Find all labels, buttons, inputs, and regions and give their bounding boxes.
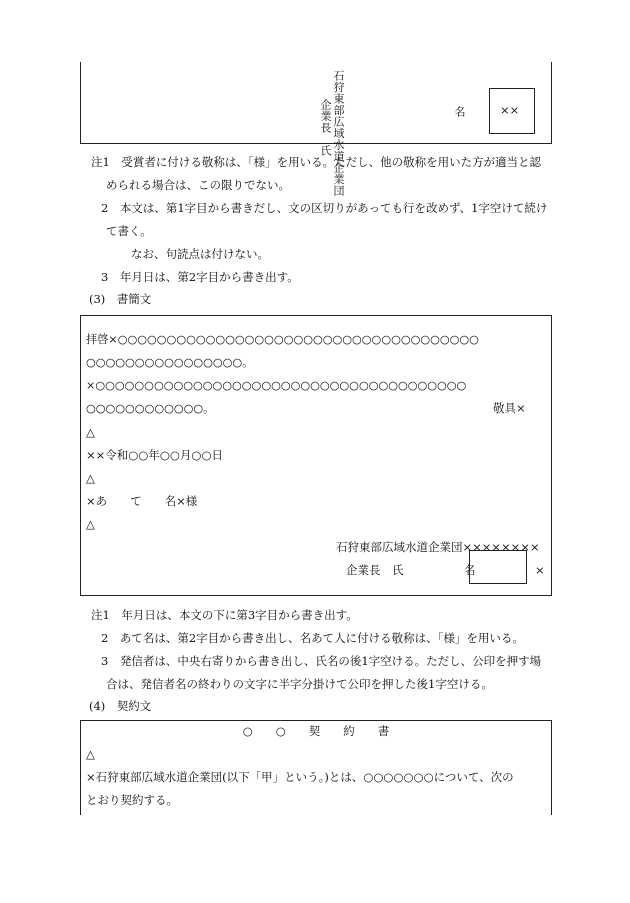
note2-line1: 注1 年月日は、本文の下に第3字目から書き出す。 [91,608,358,622]
letter-sender-org: 石狩東部広域水道企業団×××××××× [336,540,540,554]
note1-line4: て書く。 [106,224,152,238]
letter-sender-name: 名 [464,563,476,577]
letter-line3: ×○○○○○○○○○○○○○○○○○○○○○○○○○○○○○○○○○○○○○○ [86,379,467,392]
letter-date: ××令和○○年○○月○○日 [86,448,223,462]
top-title-vertical: 企業長 氏 [319,99,332,157]
contract-line2: とおり契約する。 [86,793,178,807]
contract-triangle: △ [86,747,95,761]
letter-sender-tail: × [535,563,545,577]
top-seal-mark: ×× [500,103,520,117]
contract-title: ○ ○ 契 約 書 [242,724,390,738]
top-name-vertical: 名 [453,106,466,118]
note2-line3: 3 発信者は、中央右寄りから書き出し、氏名の後1字空ける。ただし、公印を押す場 [101,654,542,668]
note2-line4: 合は、発信者名の終わりの文字に半字分掛けて公印を押した後1字空ける。 [106,677,493,691]
note1-line6: 3 年月日は、第2字目から書き出す。 [101,270,299,284]
note1-line3: 2 本文は、第1字目から書きだし、文の区切りがあっても行を改めず、1字空けて続け [101,201,548,215]
section4-heading: (4) 契約文 [89,699,152,713]
note1-line2: められる場合は、この限りでない。 [106,178,290,192]
letter-triangle-3: △ [86,517,95,531]
letter-seal-box [469,550,527,584]
letter-triangle-2: △ [86,471,95,485]
letter-line2: ○○○○○○○○○○○○○○○○。 [86,356,254,369]
letter-addressee: ×あ て 名×様 [86,494,198,508]
contract-line1: ×石狩東部広域水道企業団(以下「甲」という。)とは、○○○○○○○について、次の [86,770,514,784]
note1-line5: なお、句読点は付けない。 [131,247,269,261]
letter-sender-title: 企業長 氏 [346,563,404,577]
letter-closing: 敬具× [493,401,526,415]
note2-line2: 2 あて名は、第2字目から書き出し、名あて人に付ける敬称は、「様」を用いる。 [101,631,524,645]
top-org-vertical: 石狩東部広域水道企業団 [332,70,345,197]
letter-triangle-1: △ [86,425,95,439]
letter-line1: 拝啓×○○○○○○○○○○○○○○○○○○○○○○○○○○○○○○○○○○○○○ [86,333,479,346]
note1-line1: 注1 受賞者に付ける敬称は、「様」を用いる。ただし、他の敬称を用いた方が適当と認 [91,155,542,169]
section3-heading: (3) 書簡文 [89,292,152,306]
letter-line4: ○○○○○○○○○○○○。 [86,402,215,415]
